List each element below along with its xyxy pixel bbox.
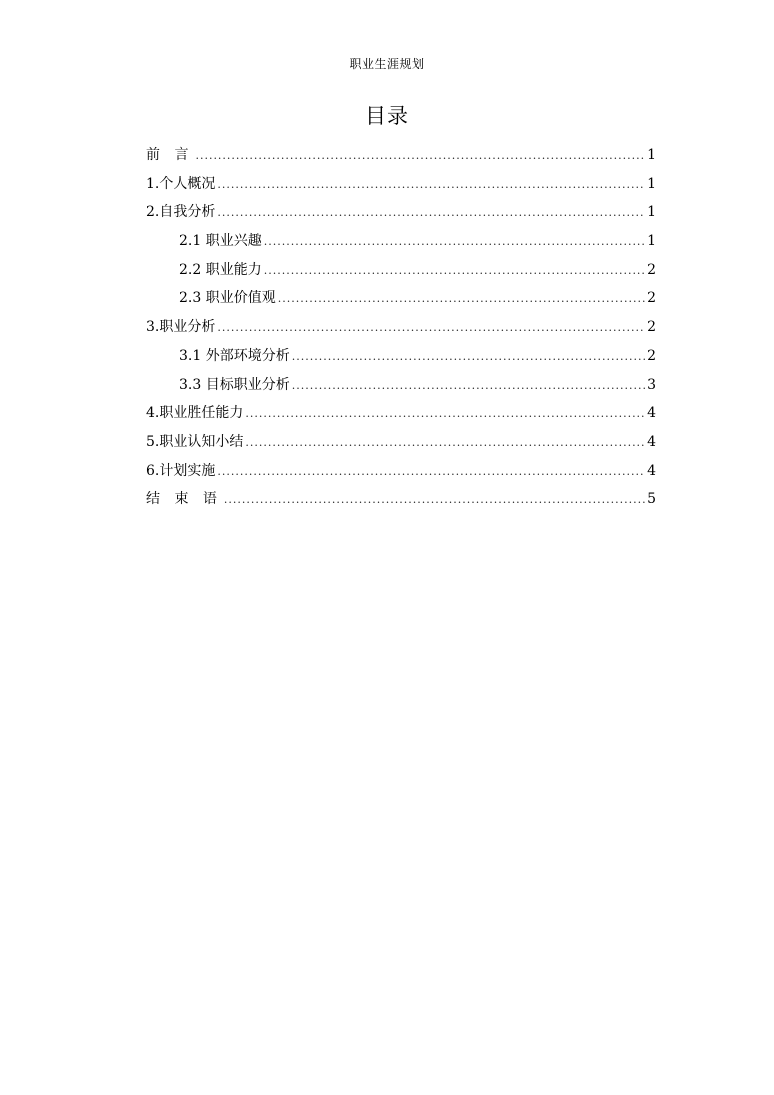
toc-entry-label: 2.自我分析 xyxy=(146,204,216,221)
toc-entry-page: 1 xyxy=(647,233,656,250)
toc-entry-page: 3 xyxy=(647,376,656,393)
toc-entry-page: 2 xyxy=(647,290,656,307)
toc-entry-page: 4 xyxy=(647,433,656,450)
toc-entry-career-analysis[interactable] xyxy=(146,313,656,342)
toc-entry-personal-overview[interactable] xyxy=(146,170,656,199)
dot-leader xyxy=(264,228,645,257)
dot-leader xyxy=(292,372,645,401)
dot-leader xyxy=(224,486,645,515)
running-header: 职业生涯规划 xyxy=(349,57,425,71)
dot-leader xyxy=(245,400,645,429)
toc-entry-page: 2 xyxy=(647,319,656,336)
toc-entry-page: 4 xyxy=(647,462,656,479)
toc-entry-page: 4 xyxy=(647,405,656,422)
toc-entry-label: 3.1 外部环境分析 xyxy=(179,347,290,364)
toc-entry-page: 5 xyxy=(647,491,656,508)
dot-leader xyxy=(217,171,645,200)
toc-entry-page: 1 xyxy=(647,147,656,163)
toc-entry-conclusion[interactable] xyxy=(146,485,656,514)
dot-leader xyxy=(245,429,645,458)
toc-entry-page: 2 xyxy=(647,347,656,364)
table-of-contents xyxy=(146,141,656,514)
toc-entry-target-career[interactable] xyxy=(146,371,656,400)
toc-title: 目录 xyxy=(365,104,409,128)
toc-entry-career-competency[interactable] xyxy=(146,399,656,428)
toc-entry-label: 1.个人概况 xyxy=(146,175,216,192)
header-divider xyxy=(143,76,657,77)
toc-entry-preface[interactable] xyxy=(146,141,656,170)
toc-entry-self-analysis[interactable] xyxy=(146,198,656,227)
toc-entry-label: 结 束 语 xyxy=(146,491,222,508)
dot-leader xyxy=(264,257,645,286)
toc-entry-label: 4.职业胜任能力 xyxy=(146,405,244,422)
dot-leader xyxy=(217,199,645,228)
toc-entry-plan-implementation[interactable] xyxy=(146,457,656,486)
dot-leader xyxy=(278,285,645,314)
toc-entry-label: 2.1 职业兴趣 xyxy=(179,233,262,250)
toc-entry-career-values[interactable] xyxy=(146,284,656,313)
toc-entry-page: 1 xyxy=(647,204,656,221)
dot-leader xyxy=(292,343,645,372)
toc-entry-label: 2.2 职业能力 xyxy=(179,261,262,278)
toc-entry-label: 6.计划实施 xyxy=(146,462,216,479)
toc-entry-label: 5.职业认知小结 xyxy=(146,433,244,450)
dot-leader xyxy=(195,142,645,171)
toc-entry-label: 3.职业分析 xyxy=(146,319,216,336)
dot-leader xyxy=(217,458,645,487)
toc-entry-career-interest[interactable] xyxy=(146,227,656,256)
toc-entry-label: 3.3 目标职业分析 xyxy=(179,376,290,393)
toc-entry-page: 2 xyxy=(647,261,656,278)
toc-entry-page: 1 xyxy=(647,175,656,192)
dot-leader xyxy=(217,314,645,343)
toc-entry-label: 前 言 xyxy=(146,147,194,163)
toc-entry-external-environment[interactable] xyxy=(146,342,656,371)
toc-entry-career-summary[interactable] xyxy=(146,428,656,457)
toc-entry-career-ability[interactable] xyxy=(146,256,656,285)
toc-entry-label: 2.3 职业价值观 xyxy=(179,290,276,307)
